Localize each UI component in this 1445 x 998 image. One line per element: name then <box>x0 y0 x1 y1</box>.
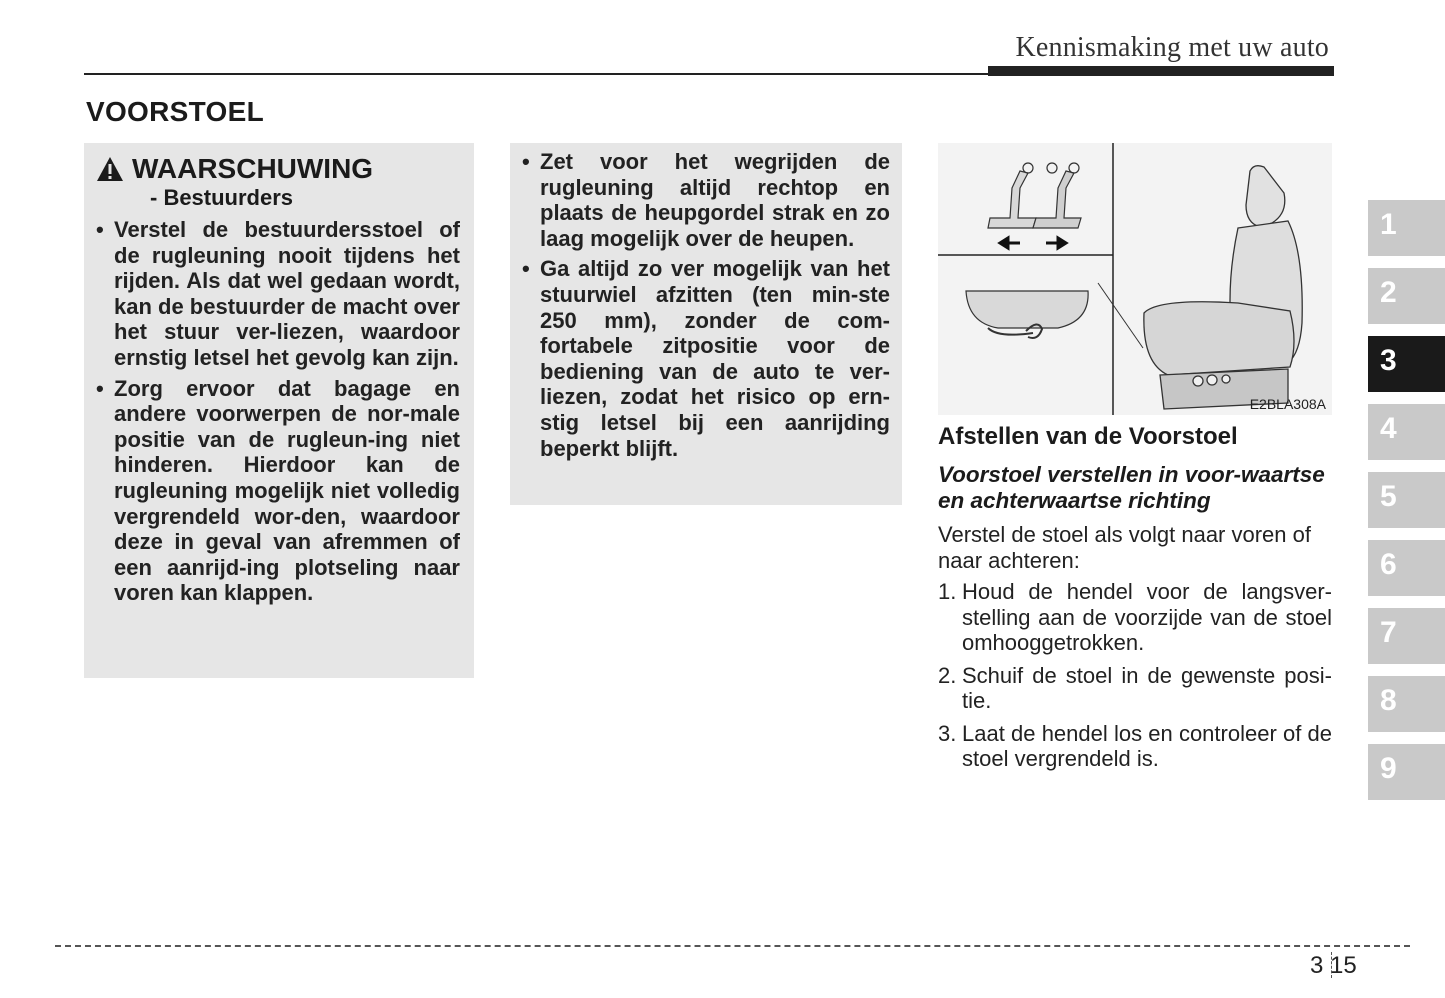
step-text: Laat de hendel los en controleer of de stoel vergrendeld is. <box>962 720 1332 771</box>
warning-bullet: • Zet voor het wegrijden de rugleuning altijd rechtop en plaats de heupgordel strak en zo laag mogelijk over de heupen. <box>522 149 890 251</box>
warning-subtitle: - Bestuurders <box>150 185 294 210</box>
warning-bullet: • Verstel de bestuurdersstoel of de rugleuning nooit tijdens het rijden. Als dat wel gedaan wordt, kan de bestuurder de macht over het stuur ver-liezen, waardoor ernstig letsel het gevolg kan zijn. <box>96 217 460 371</box>
warning-triangle-icon <box>96 156 124 182</box>
chapter-tab-4[interactable]: 4 <box>1368 404 1445 460</box>
step-number: 1. <box>938 579 957 604</box>
step-item <box>938 663 1332 714</box>
step-text: Schuif de stoel in de gewenste posi-tie. <box>962 662 1332 713</box>
chapter-tab-7[interactable]: 7 <box>1368 608 1445 664</box>
warning-continued-box <box>510 143 902 505</box>
chapter-tab-3[interactable]: 3 <box>1368 336 1445 392</box>
chapter-tab-2[interactable]: 2 <box>1368 268 1445 324</box>
header-rule-accent <box>988 66 1334 76</box>
step-item <box>938 721 1332 772</box>
running-header-title: Kennismaking met uw auto <box>1015 32 1329 63</box>
warning-title: WAARSCHUWING <box>132 153 374 184</box>
intro-paragraph: Verstel de stoel als volgt naar voren of naar achteren: <box>938 522 1311 573</box>
figure-code: E2BLA308A <box>1249 396 1326 412</box>
footer-divider <box>55 945 1410 947</box>
step-text: Houd de hendel voor de langsver-stelling aan de voorzijde van de stoel omhooggetrokken. <box>962 579 1332 655</box>
step-list <box>938 579 1332 779</box>
step-item <box>938 579 1332 656</box>
chapter-tab-8[interactable]: 8 <box>1368 676 1445 732</box>
step-number: 2. <box>938 662 957 688</box>
chapter-tab-9[interactable]: 9 <box>1368 744 1445 800</box>
chapter-tab-5[interactable]: 5 <box>1368 472 1445 528</box>
warning-bullet-list <box>96 217 460 606</box>
subsection-heading: Afstellen van de Voorstoel <box>938 423 1238 450</box>
page-chapter: 3 <box>1310 952 1324 979</box>
warning-header <box>96 153 460 185</box>
warning-bullet: • Ga altijd zo ver mogelijk van het stuurwiel afzitten (ten min-ste 250 mm), zonder de com-fortabele zitpositie voor de bediening van de auto te ver-liezen, zodat het risico op ern-stig letsel bij een aanrijding beperkt blijft. <box>522 256 890 461</box>
page-index: 15 <box>1330 952 1357 979</box>
warning-continued-list <box>522 149 890 461</box>
step-number: 3. <box>938 720 957 746</box>
subsection-subheading: Voorstoel verstellen in voor-waartse en achterwaartse richting <box>938 462 1325 513</box>
seat-illustration <box>938 143 1332 415</box>
chapter-tab-6[interactable]: 6 <box>1368 540 1445 596</box>
page-number <box>1310 952 1357 980</box>
seat-diagram <box>938 143 1332 415</box>
warning-box <box>84 143 474 678</box>
warning-bullet: • Zorg ervoor dat bagage en andere voorwerpen de nor-male positie van de rugleun-ing niet hinderen. Hierdoor kan de rugleuning mogelijk niet volledig vergrendeld wor-den, waardoor deze in geval van afremmen of een aanrijd-ing plotseling naar voren kan klappen. <box>96 376 460 606</box>
section-title: VOORSTOEL <box>86 96 264 127</box>
chapter-tab-1[interactable]: 1 <box>1368 200 1445 256</box>
chapter-tabs <box>1368 200 1445 812</box>
page-number-separator <box>1331 952 1332 978</box>
